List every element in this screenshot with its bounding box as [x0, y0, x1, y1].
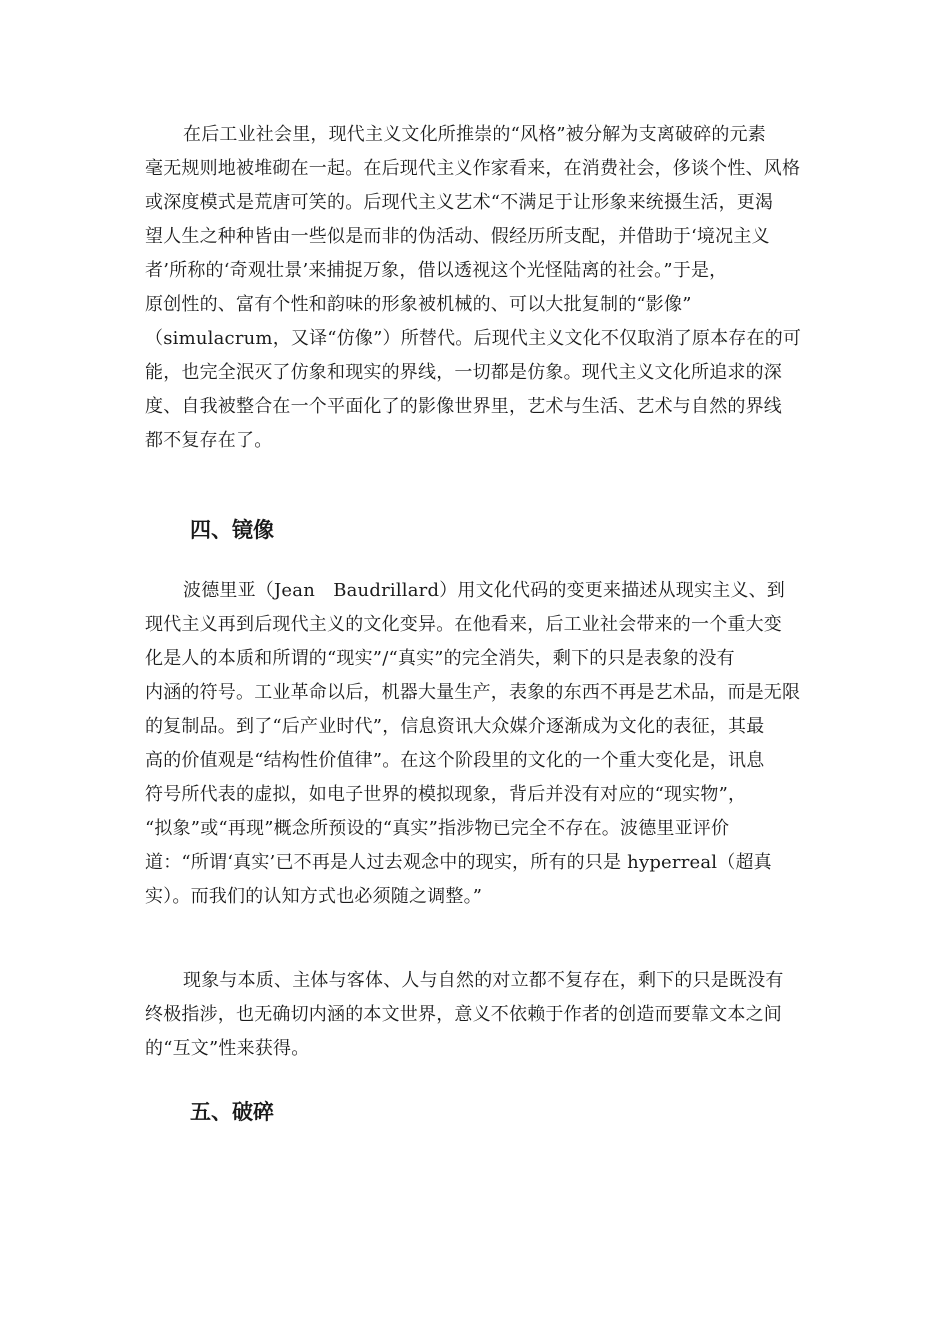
paragraph-line: 现象与本质、主体与客体、人与自然的对立都不复存在，剩下的只是既没有	[183, 970, 784, 991]
paragraph-line: 化是人的本质和所谓的“现实”/“真实”的完全消失，剩下的只是表象的没有	[145, 648, 735, 669]
paragraph-line: 都不复存在了。	[145, 430, 273, 451]
paragraph-line: “拟象”或“再现”概念所预设的“真实”指涉物已完全不存在。波德里亚评价	[145, 818, 730, 839]
paragraph-intertextuality	[145, 964, 810, 1066]
paragraph-line: 在后工业社会里，现代主义文化所推崇的“风格”被分解为支离破碎的元素	[183, 124, 767, 145]
paragraph-baudrillard	[145, 574, 810, 914]
paragraph-line: 高的价值观是“结构性价值律”。在这个阶段里的文化的一个重大变化是，讯息	[145, 750, 765, 771]
paragraph-line: 原创性的、富有个性和韵味的形象被机械的、可以大批复制的“影像”	[145, 294, 692, 315]
paragraph-line: 符号所代表的虚拟，如电子世界的模拟现象，背后并没有对应的“现实物”，	[145, 784, 747, 805]
paragraph-line: 实）。而我们的认知方式也必须随之调整。”	[145, 886, 483, 907]
paragraph-line: 或深度模式是荒唐可笑的。后现代主义艺术“不满足于让形象来统摄生活，更渴	[145, 192, 774, 213]
paragraph-line: 的复制品。到了“后产业时代”，信息资讯大众媒介逐渐成为文化的表征，其最	[145, 716, 765, 737]
paragraph-line: （simulacrum，又译“仿像”）所替代。后现代主义文化不仅取消了原本存在的可	[145, 328, 802, 349]
paragraph-line: 望人生之种种皆由一些似是而非的伪活动、假经历所支配，并借助于‘境况主义	[145, 226, 770, 247]
paragraph-line: 现代主义再到后现代主义的文化变异。在他看来，后工业社会带来的一个重大变	[145, 614, 782, 635]
paragraph-line: 能，也完全泯灭了仿象和现实的界线，一切都是仿象。现代主义文化所追求的深	[145, 362, 782, 383]
section-heading-fragmentation: 五、破碎	[190, 1100, 274, 1124]
paragraph-line: 毫无规则地被堆砌在一起。在后现代主义作家看来，在消费社会，侈谈个性、风格	[145, 158, 801, 179]
section-heading-mirror-image: 四、镜像	[190, 518, 274, 542]
paragraph-line: 者’所称的‘奇观壮景’来捕捉万象，借以透视这个光怪陆离的社会。”于是，	[145, 260, 728, 281]
paragraph-line: 道：“所谓‘真实’已不再是人过去观念中的现实，所有的只是 hyperreal（超真	[145, 852, 772, 873]
paragraph-line: 内涵的符号。工业革命以后，机器大量生产，表象的东西不再是艺术品，而是无限	[145, 682, 801, 703]
paragraph-line: 波德里亚（Jean Baudrillard）用文化代码的变更来描述从现实主义、到	[183, 580, 785, 601]
paragraph-line: 终极指涉，也无确切内涵的本文世界，意义不依赖于作者的创造而要靠文本之间	[145, 1004, 782, 1025]
paragraph-line: 的“互文”性来获得。	[145, 1038, 310, 1059]
paragraph-line: 度、自我被整合在一个平面化了的影像世界里，艺术与生活、艺术与自然的界线	[145, 396, 782, 417]
paragraph-postindustrial-style	[145, 118, 810, 458]
